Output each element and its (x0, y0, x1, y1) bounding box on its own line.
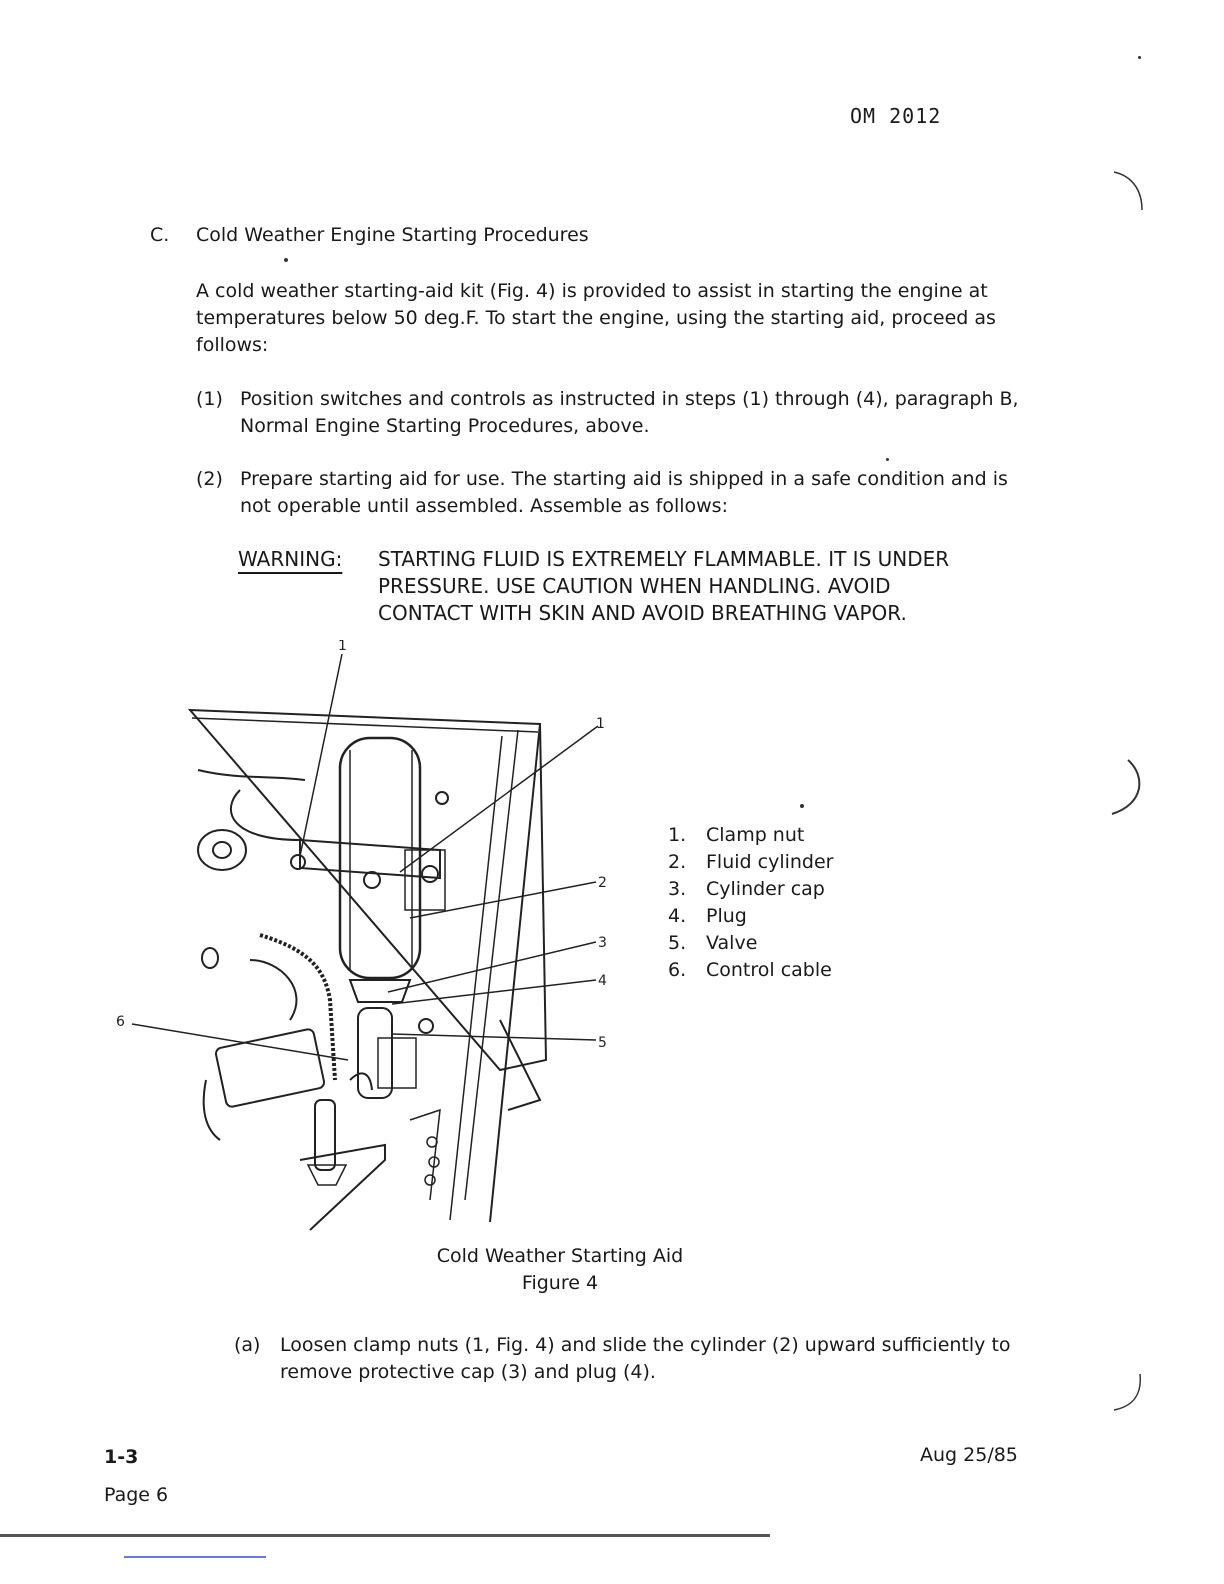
section-heading (150, 224, 589, 246)
step-text: Position switches and controls as instructed in steps (1) through (4), paragraph B, Normal Engine Starting Procedures, above. (240, 388, 1019, 437)
legend-label: Clamp nut (706, 824, 805, 846)
step-number: (1) (196, 388, 223, 410)
legend-item (668, 957, 833, 984)
legend-label: Plug (706, 905, 747, 927)
scan-speck (284, 258, 288, 262)
footer-date: Aug 25/85 (920, 1444, 1018, 1466)
callout-5: 5 (598, 1035, 607, 1051)
footer-page-number: Page 6 (104, 1484, 169, 1506)
legend-label: Cylinder cap (706, 878, 825, 900)
substep-number: (a) (234, 1334, 261, 1356)
legend-number: 6. (668, 959, 687, 981)
legend-label: Fluid cylinder (706, 851, 834, 873)
legend-item (668, 930, 833, 957)
legend-number: 4. (668, 905, 687, 927)
intro-paragraph: A cold weather starting-aid kit (Fig. 4) is provided to assist in starting the engine at temperatures below 50 deg.F. To start the engine, using the starting aid, proceed as follows: (196, 280, 996, 356)
document-id: OM 2012 (850, 104, 942, 128)
punch-hole-mark-bottom (1110, 1370, 1144, 1414)
starting-aid-illustration (110, 640, 650, 1240)
bottom-scan-mark (124, 1556, 266, 1558)
legend-label: Control cable (706, 959, 832, 981)
scan-speck (1138, 56, 1141, 59)
warning-text: STARTING FLUID IS EXTREMELY FLAMMABLE. IT IS UNDER PRESSURE. USE CAUTION WHEN HANDLING. AVOID CONTACT WITH SKIN AND AVOID BREATHING VAPOR. (378, 547, 950, 625)
legend-number: 3. (668, 878, 687, 900)
callout-1-right: 1 (596, 716, 605, 732)
bottom-scan-edge (0, 1534, 770, 1537)
punch-hole-mark-top (1112, 170, 1146, 214)
legend-number: 1. (668, 824, 687, 846)
callout-2: 2 (598, 875, 607, 891)
legend-number: 5. (668, 932, 687, 954)
callout-6: 6 (116, 1014, 125, 1030)
figure-caption-number: Figure 4 (521, 1272, 599, 1294)
callout-4: 4 (598, 973, 607, 989)
figure-legend (668, 822, 833, 984)
legend-item (668, 822, 833, 849)
legend-label: Valve (706, 932, 758, 954)
scan-speck (800, 804, 804, 808)
step-text: Prepare starting aid for use. The starting aid is shipped in a safe condition and is not operable until assembled. Assemble as follows: (240, 468, 1008, 517)
warning-label: WARNING: (238, 547, 343, 571)
scan-speck (886, 458, 889, 461)
callout-1-top: 1 (338, 640, 347, 654)
step-number: (2) (196, 468, 223, 490)
callout-3: 3 (598, 935, 607, 951)
legend-item (668, 903, 833, 930)
legend-item (668, 876, 833, 903)
section-letter: C. (150, 224, 170, 246)
legend-item (668, 849, 833, 876)
section-title: Cold Weather Engine Starting Procedures (196, 224, 589, 246)
footer-chapter: 1-3 (104, 1446, 139, 1468)
figure-caption-title: Cold Weather Starting Aid (436, 1245, 684, 1267)
punch-hole-mark-middle (1108, 756, 1148, 820)
substep-text: Loosen clamp nuts (1, Fig. 4) and slide the cylinder (2) upward sufficiently to remove protective cap (3) and plug (4). (280, 1334, 1011, 1383)
legend-number: 2. (668, 851, 687, 873)
